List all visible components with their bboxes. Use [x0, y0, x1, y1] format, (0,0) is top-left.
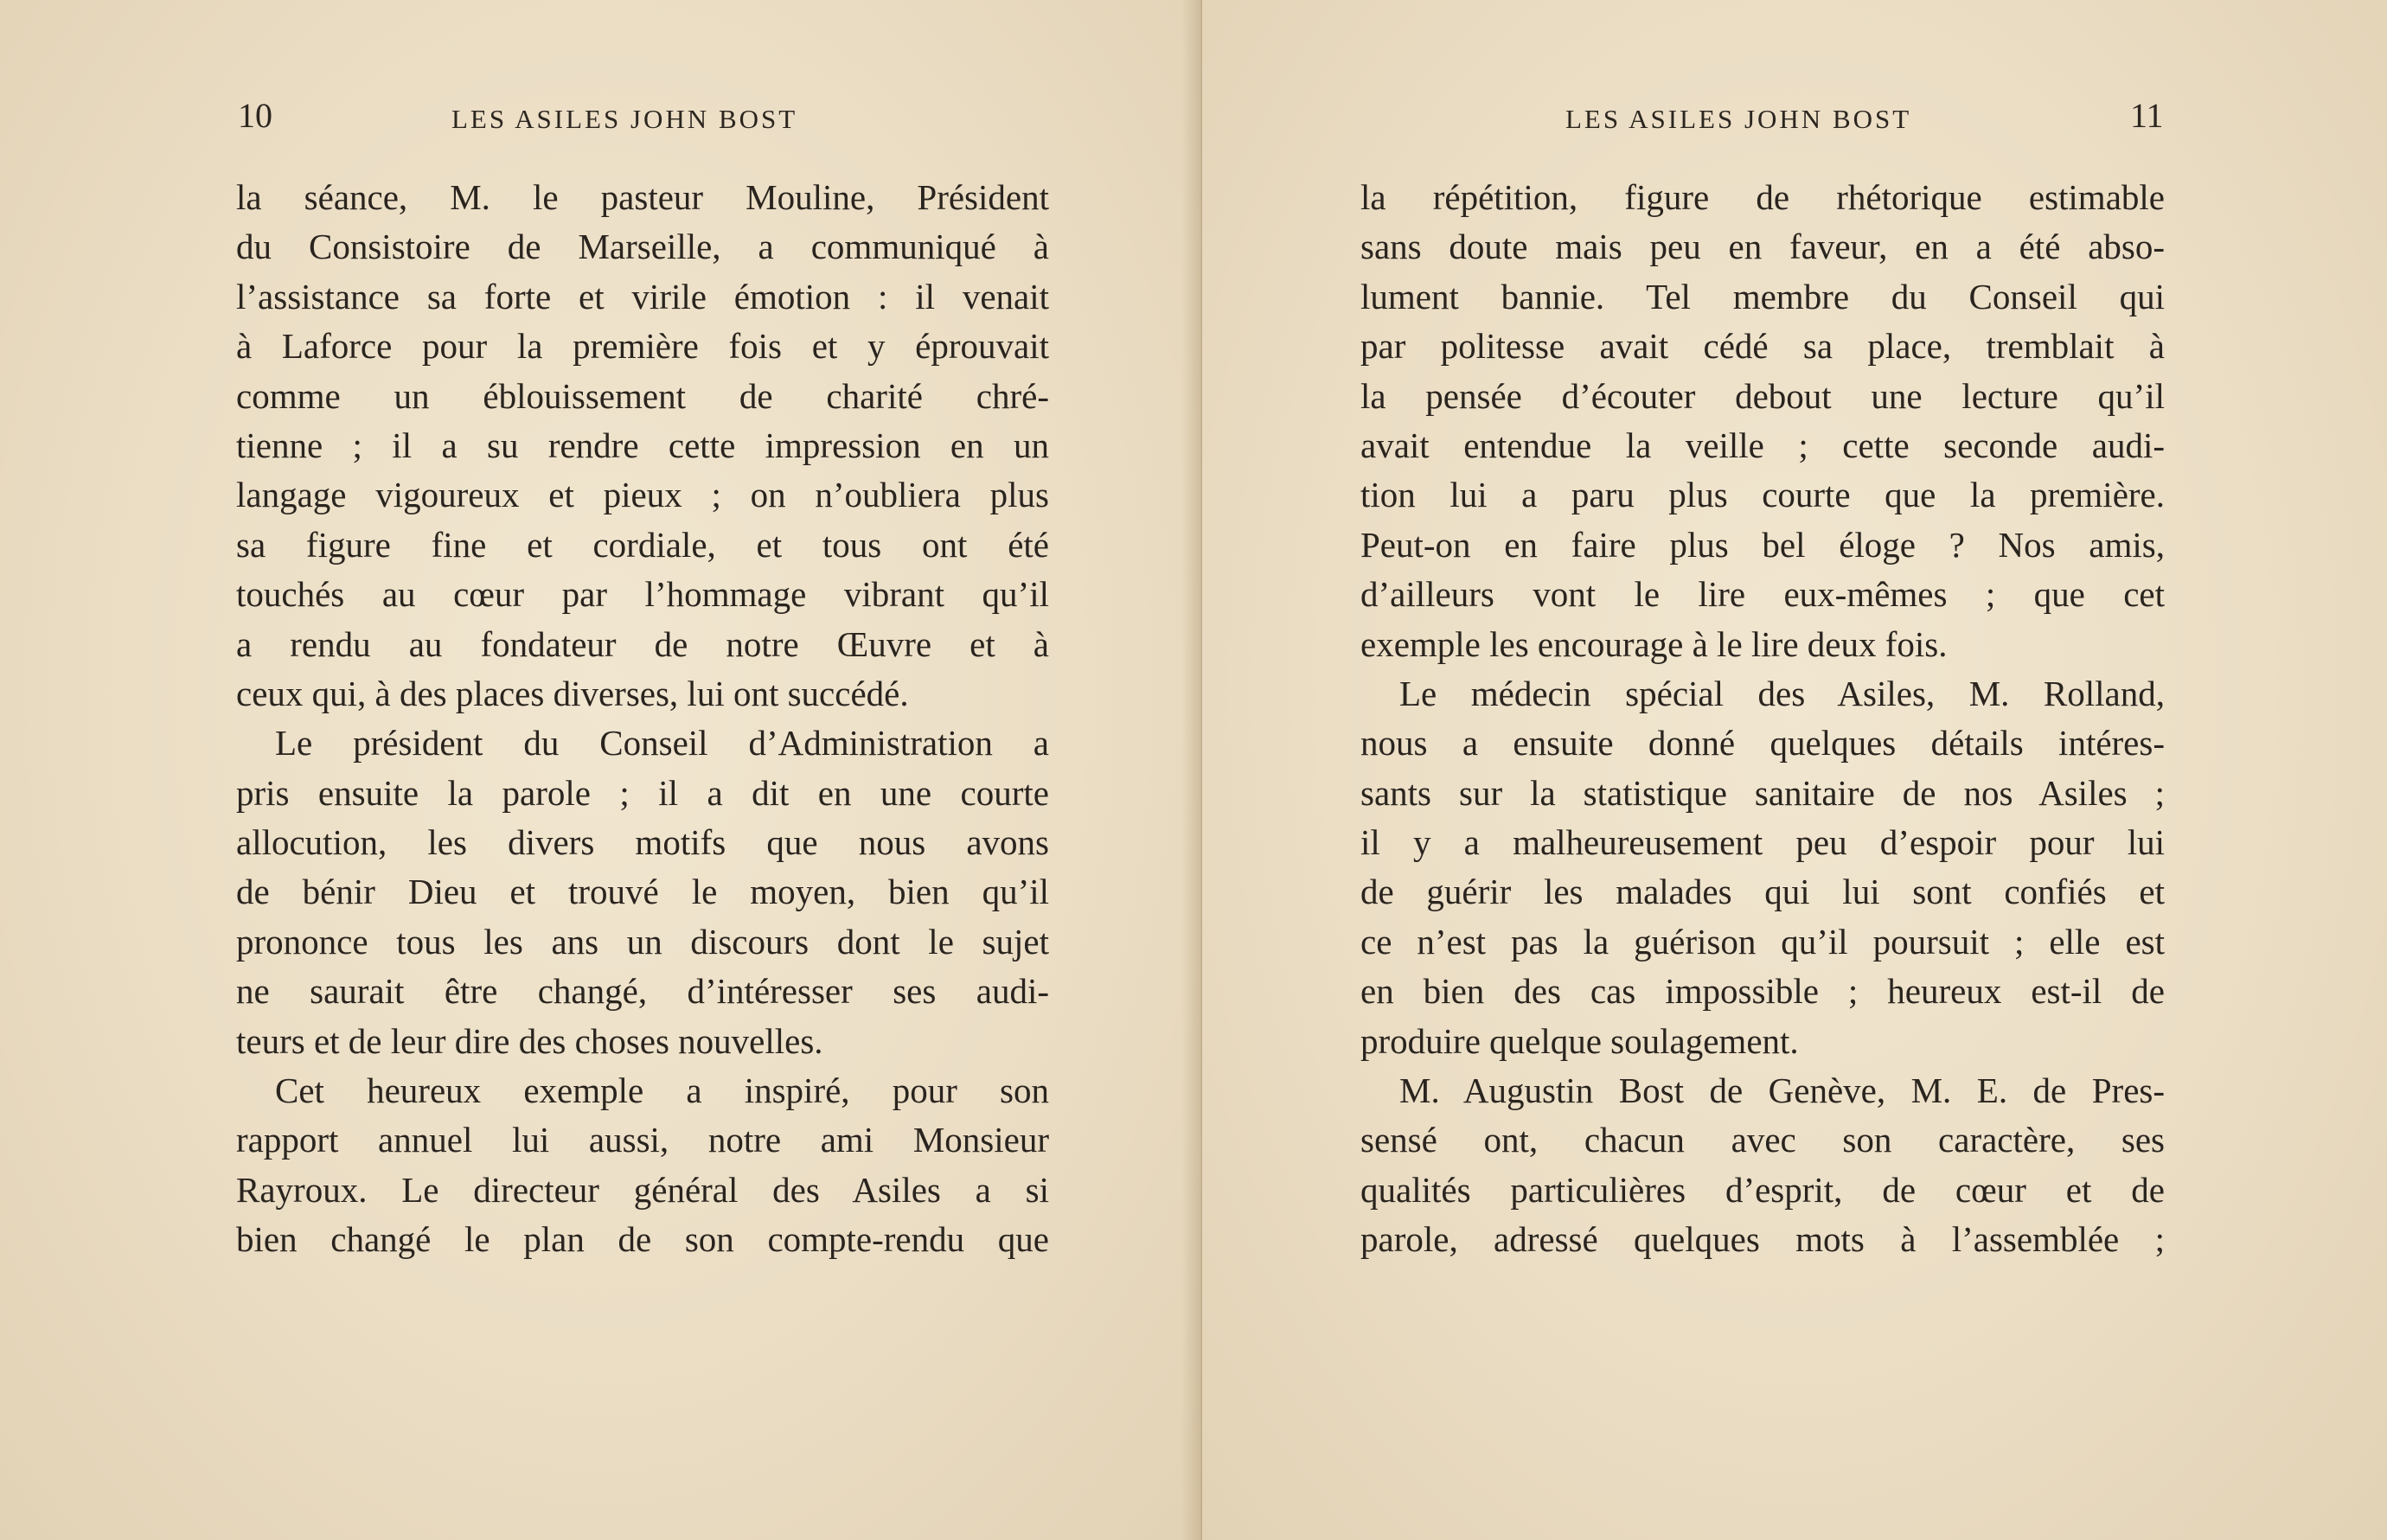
text-line: Le président du Conseil d’Administration a — [275, 723, 1049, 764]
text-line: en bien des cas impossible ; heureux est-il de — [1360, 971, 2165, 1012]
text-line: rapport annuel lui aussi, notre ami Monsieur — [236, 1120, 1049, 1160]
text-line: teurs et de leur dire des choses nouvelles. — [236, 1020, 823, 1061]
text-line: d’ailleurs vont le lire eux-mêmes ; que cet — [1360, 574, 2165, 615]
text-line: à Laforce pour la première fois et y éprouvait — [236, 326, 1049, 367]
right-page-text — [1360, 173, 2165, 1265]
text-line: sans doute mais peu en faveur, en a été abso- — [1360, 227, 2165, 267]
right-page — [1202, 0, 2387, 1540]
text-line: il y a malheureusement peu d’espoir pour lui — [1360, 822, 2165, 863]
text-line: du Consistoire de Marseille, a communiqué à — [236, 227, 1049, 267]
text-line: de bénir Dieu et trouvé le moyen, bien qu’il — [236, 872, 1049, 912]
text-line: ceux qui, à des places diverses, lui ont succédé. — [236, 673, 909, 713]
text-line: tienne ; il a su rendre cette impression en un — [236, 425, 1049, 465]
text-line: sensé ont, chacun avec son caractère, ses — [1360, 1120, 2165, 1160]
text-line: M. Augustin Bost de Genève, M. E. de Pres- — [1399, 1070, 2165, 1111]
text-line: touchés au cœur par l’hommage vibrant qu’il — [236, 574, 1049, 615]
text-line: Rayroux. Le directeur général des Asiles a si — [236, 1169, 1049, 1210]
page-number-right: 11 — [2130, 96, 2164, 135]
text-line: pris ensuite la parole ; il a dit en une courte — [236, 772, 1049, 813]
text-line: Peut-on en faire plus bel éloge ? Nos amis, — [1360, 524, 2165, 565]
text-line: allocution, les divers motifs que nous avons — [236, 822, 1049, 863]
text-line: parole, adressé quelques mots à l’assemblée ; — [1360, 1219, 2165, 1260]
text-line: sa figure fine et cordiale, et tous ont été — [236, 524, 1049, 565]
page-number-left: 10 — [238, 96, 272, 135]
text-line: bien changé le plan de son compte-rendu que — [236, 1219, 1049, 1260]
text-line: a rendu au fondateur de notre Œuvre et à — [236, 623, 1049, 664]
text-line: ce n’est pas la guérison qu’il poursuit ; elle est — [1360, 921, 2165, 962]
text-line: comme un éblouissement de charité chré- — [236, 375, 1049, 416]
text-line: prononce tous les ans un discours dont le sujet — [236, 921, 1049, 962]
running-head-left: LES ASILES JOHN BOST — [451, 104, 798, 134]
text-line: produire quelque soulagement. — [1360, 1020, 1799, 1061]
text-line: qualités particulières d’esprit, de cœur et de — [1360, 1169, 2165, 1210]
text-line: ne saurait être changé, d’intéresser ses audi- — [236, 971, 1049, 1012]
text-line: nous a ensuite donné quelques détails intéres- — [1360, 723, 2165, 764]
text-line: Cet heureux exemple a inspiré, pour son — [275, 1070, 1049, 1111]
text-line: par politesse avait cédé sa place, tremblait à — [1360, 326, 2165, 367]
text-line: langage vigoureux et pieux ; on n’oubliera plus — [236, 475, 1049, 515]
text-line: avait entendue la veille ; cette seconde audi- — [1360, 425, 2165, 465]
text-line: exemple les encourage à le lire deux fois. — [1360, 623, 1948, 664]
text-line: lument bannie. Tel membre du Conseil qui — [1360, 276, 2165, 316]
text-line: de guérir les malades qui lui sont confiés et — [1360, 872, 2165, 912]
text-line: Le médecin spécial des Asiles, M. Rolland, — [1399, 673, 2165, 713]
text-line: sants sur la statistique sanitaire de nos Asiles ; — [1360, 772, 2165, 813]
left-page-text — [236, 173, 1049, 1265]
text-line: l’assistance sa forte et virile émotion : il venait — [236, 276, 1049, 316]
text-line: tion lui a paru plus courte que la première. — [1360, 475, 2165, 515]
text-line: la séance, M. le pasteur Mouline, Président — [236, 177, 1049, 217]
running-head-right: LES ASILES JOHN BOST — [1565, 104, 1912, 134]
text-line: la répétition, figure de rhétorique estimable — [1360, 177, 2165, 217]
text-line: la pensée d’écouter debout une lecture qu’il — [1360, 375, 2165, 416]
